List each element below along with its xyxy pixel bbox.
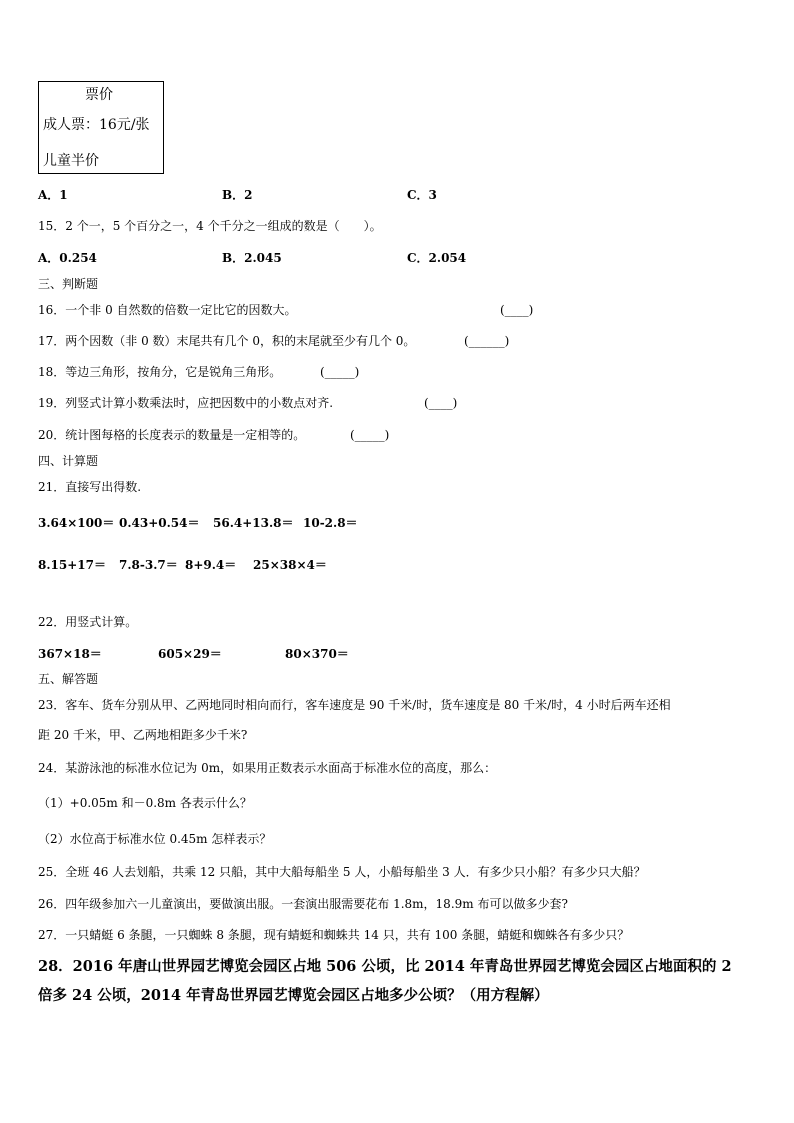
q26-text: 26．四年级参加六一儿童演出，要做演出服。一套演出服需要花布 1.8m，18.9m 布可以做多少套? <box>38 897 568 911</box>
q28-line1: 28．2016 年唐山世界园艺博览会园区占地 506 公顷，比 2014 年青岛世界园艺博览会园区占地面积的 2 <box>38 958 732 975</box>
q14-option-a: A．1 <box>38 188 68 202</box>
section-heading-solve: 五、解答题 <box>38 672 99 686</box>
q17-text: 17．两个因数（非 0 数）末尾共有几个 0，积的末尾就至少有几个 0。 <box>38 334 416 348</box>
q22-item: 367×18＝ <box>38 647 102 661</box>
q17-blank: (______) <box>464 334 510 348</box>
q15-option-a: A．0.254 <box>38 251 97 265</box>
q15-option-b: B．2.045 <box>222 251 282 265</box>
q21-item: 10-2.8＝ <box>303 516 358 530</box>
q21-stem: 21．直接写出得数. <box>38 480 142 494</box>
q15-stem: 15．2 个一，5 个百分之一，4 个千分之一组成的数是（ ）。 <box>38 219 382 233</box>
ticket-price-box <box>38 81 164 174</box>
section-heading-judge: 三、判断题 <box>38 277 99 291</box>
q23-line2: 距 20 千米，甲、乙两地相距多少千米? <box>38 728 248 742</box>
q22-item: 80×370＝ <box>285 647 349 661</box>
q14-option-b: B．2 <box>222 188 253 202</box>
q25-text: 25．全班 46 人去划船，共乘 12 只船，其中大船每船坐 5 人，小船每船坐 3 人．有多少只小船？有多少只大船？ <box>38 865 646 879</box>
section-heading-calc: 四、计算题 <box>38 454 99 468</box>
ticket-box-child: 儿童半价 <box>43 153 99 169</box>
q22-item: 605×29＝ <box>158 647 222 661</box>
q24-sub2: （2）水位高于标准水位 0.45m 怎样表示？ <box>38 832 272 846</box>
q18-text: 18．等边三角形，按角分，它是锐角三角形。 <box>38 365 282 379</box>
q23-line1: 23．客车、货车分别从甲、乙两地同时相向而行，客车速度是 90 千米/时，货车速度是 80 千米/时，4 小时后两车还相 <box>38 698 671 712</box>
q21-item: 8+9.4＝ <box>185 558 237 572</box>
q21-item: 3.64×100＝ <box>38 516 115 530</box>
q27-text: 27．一只蜻蜓 6 条腿，一只蜘蛛 8 条腿，现有蜻蜓和蜘蛛共 14 只，共有 100 条腿，蜻蜓和蜘蛛各有多少只？ <box>38 928 630 942</box>
q20-blank: (_____) <box>350 428 390 442</box>
ticket-box-adult: 成人票：16元/张 <box>43 117 150 133</box>
q21-item: 25×38×4＝ <box>253 558 327 572</box>
ticket-box-title: 票价 <box>85 87 113 103</box>
q19-blank: (____) <box>424 396 458 410</box>
q20-text: 20．统计图每格的长度表示的数量是一定相等的。 <box>38 428 306 442</box>
q21-item: 56.4+13.8＝ <box>213 516 294 530</box>
q14-option-c: C．3 <box>407 188 437 202</box>
q15-option-c: C．2.054 <box>407 251 467 265</box>
q24-stem: 24．某游泳池的标准水位记为 0m，如果用正数表示水面高于标准水位的高度，那么： <box>38 761 497 775</box>
q21-item: 8.15+17＝ <box>38 558 106 572</box>
q16-text: 16．一个非 0 自然数的倍数一定比它的因数大。 <box>38 303 297 317</box>
q16-blank: (____) <box>500 303 534 317</box>
q22-stem: 22．用竖式计算。 <box>38 615 138 629</box>
q24-sub1: （1）+0.05m 和－0.8m 各表示什么？ <box>38 796 252 810</box>
q18-blank: (_____) <box>320 365 360 379</box>
q19-text: 19．列竖式计算小数乘法时，应把因数中的小数点对齐. <box>38 396 334 410</box>
q21-item: 0.43+0.54＝ <box>119 516 200 530</box>
q28-line2: 倍多 24 公顷，2014 年青岛世界园艺博览会园区占地多少公顷？（用方程解） <box>38 987 549 1004</box>
q21-item: 7.8-3.7＝ <box>119 558 178 572</box>
